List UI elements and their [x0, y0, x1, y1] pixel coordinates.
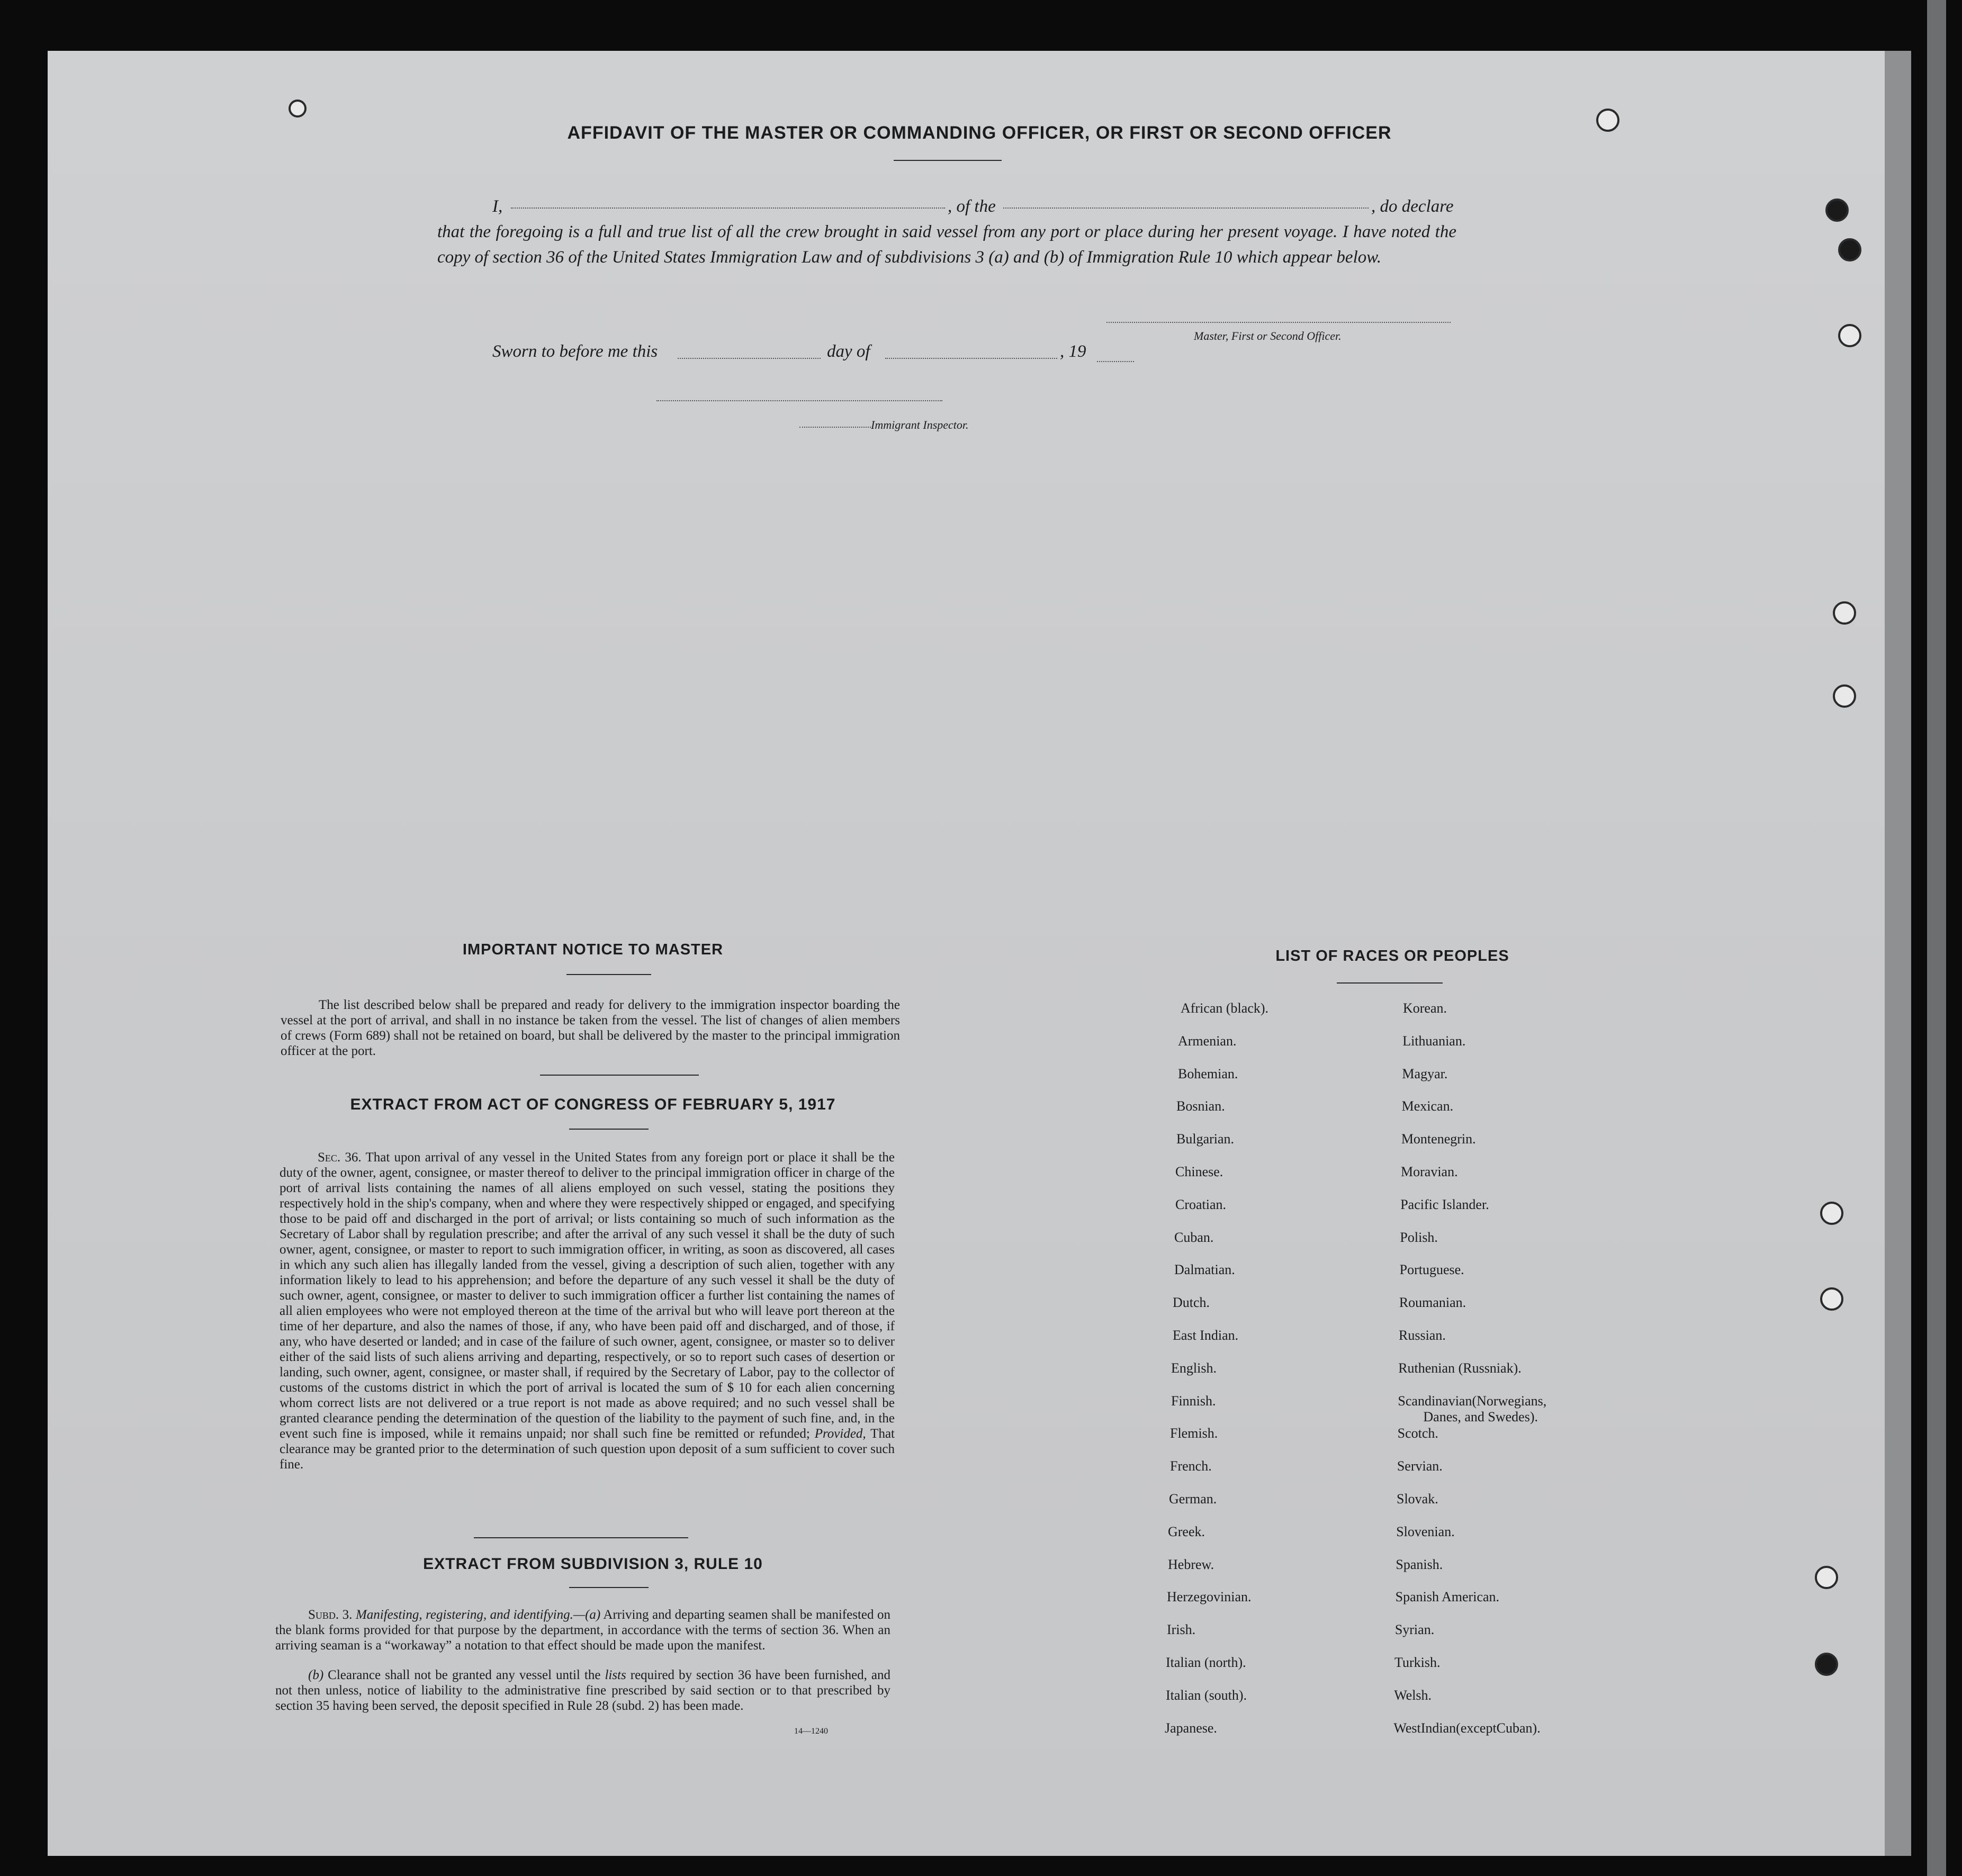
notice-text: The list described below shall be prepared and ready for delivery to the immigration inspector boarding the vessel at the port of arrival, and shall in no instance be taken from the vessel. The list of changes of alien members of crews (Form 689) shall not be retained on board, but shall be delivered by the master to the principal immigration officer at the port. — [281, 998, 900, 1058]
race-item: Ruthenian (Russniak). — [1398, 1360, 1522, 1376]
inspector-lead — [799, 427, 871, 428]
race-item: Mexican. — [1401, 1098, 1454, 1114]
race-item: Japanese. — [1165, 1720, 1217, 1736]
race-item: Roumanian. — [1399, 1295, 1466, 1311]
races-rule — [1337, 982, 1443, 984]
race-item: Scandinavian(Norwegians, — [1398, 1393, 1547, 1409]
race-item: Greek. — [1168, 1523, 1205, 1539]
affidavit-declare: , do declare — [1371, 197, 1454, 216]
race-item: Bohemian. — [1178, 1066, 1238, 1081]
punch-hole-icon — [1596, 109, 1619, 132]
sworn-day-blank — [678, 358, 821, 359]
race-item: French. — [1170, 1458, 1212, 1474]
inspector-label: Immigrant Inspector. — [871, 418, 969, 431]
punch-hole-icon — [1838, 324, 1861, 347]
races-title: LIST OF RACES OR PEOPLES — [1275, 948, 1509, 964]
rule-rule — [569, 1587, 649, 1588]
act-sec-label: Sec. 36. — [318, 1150, 362, 1165]
race-item: Croatian. — [1175, 1196, 1227, 1212]
rule-title: EXTRACT FROM SUBDIVISION 3, RULE 10 — [423, 1555, 763, 1573]
race-item: Italian (south). — [1166, 1687, 1247, 1703]
notice-rule — [566, 974, 651, 975]
punch-hole-icon — [1838, 238, 1861, 261]
race-item: Dalmatian. — [1174, 1262, 1235, 1278]
vessel-blank — [1003, 208, 1369, 209]
punch-hole-icon — [1825, 199, 1849, 222]
rule-body-a: Arriving and departing seamen shall be manifested on the blank forms provided for that purpose by the department, in accordance with the terms of section 36. When an arriving seaman is a “workaway” a notation to that effect should be made upon the manifest. — [275, 1608, 891, 1653]
signature-blank — [1106, 322, 1451, 323]
punch-hole-icon — [1820, 1202, 1843, 1225]
notice-title: IMPORTANT NOTICE TO MASTER — [462, 941, 724, 958]
name-blank — [511, 208, 945, 209]
rule-b-label: (b) — [308, 1668, 324, 1682]
race-item: Hebrew. — [1168, 1556, 1214, 1572]
punch-hole-icon — [289, 100, 307, 118]
punch-hole-icon — [1833, 684, 1856, 708]
race-item: Polish. — [1400, 1229, 1438, 1245]
race-item: Slovak. — [1397, 1491, 1438, 1507]
sworn-month-blank — [885, 358, 1057, 359]
sworn-prefix: Sworn to before me this — [492, 342, 658, 361]
race-item: Moravian. — [1401, 1164, 1458, 1179]
punch-hole-icon — [1833, 601, 1856, 625]
race-item: Italian (north). — [1166, 1655, 1246, 1670]
race-item: Spanish. — [1396, 1556, 1443, 1572]
act-divider — [474, 1537, 688, 1538]
page-edge — [1885, 51, 1911, 1856]
affidavit-title: AFFIDAVIT OF THE MASTER OR COMMANDING OFFICER, OR FIRST OR SECOND OFFICER — [567, 123, 1392, 143]
race-item: East Indian. — [1173, 1328, 1239, 1343]
race-item: Chinese. — [1175, 1164, 1223, 1179]
race-item: Bulgarian. — [1176, 1131, 1235, 1147]
race-item-continued: Danes, and Swedes). — [1423, 1409, 1538, 1424]
race-item: African (black). — [1181, 1000, 1269, 1016]
rule-lists-word: lists — [605, 1668, 626, 1682]
act-text — [280, 1150, 895, 1472]
sworn-year: , 19 — [1060, 342, 1086, 361]
race-item: Dutch. — [1173, 1295, 1210, 1311]
act-title: EXTRACT FROM ACT OF CONGRESS OF FEBRUARY 5, 1917 — [350, 1096, 836, 1113]
race-item: Bosnian. — [1176, 1098, 1225, 1114]
race-item: Flemish. — [1170, 1426, 1218, 1441]
document-sheet — [48, 51, 1885, 1856]
affidavit-of-the: , of the — [948, 197, 996, 216]
form-number: 14—1240 — [794, 1727, 828, 1736]
race-item: Welsh. — [1394, 1687, 1432, 1703]
rule-subd-label: Subd. 3. — [308, 1608, 353, 1622]
race-item: Turkish. — [1394, 1655, 1441, 1670]
race-item: Irish. — [1167, 1622, 1196, 1638]
race-item: Montenegrin. — [1401, 1131, 1476, 1147]
race-item: Magyar. — [1402, 1066, 1448, 1081]
rule-text-a — [275, 1607, 890, 1653]
title-rule — [894, 160, 1002, 161]
punch-hole-icon — [1815, 1653, 1838, 1676]
race-item: German. — [1169, 1491, 1217, 1507]
race-item: Syrian. — [1394, 1622, 1435, 1638]
rule-body-b1: Clearance shall not be granted any vessel until the — [328, 1668, 601, 1682]
race-item: Slovenian. — [1396, 1523, 1455, 1539]
act-body-end: That clearance may be granted prior to the determination of such question upon deposit of a sum sufficient to cover such fine. — [280, 1427, 895, 1472]
inspector-blank — [656, 400, 942, 401]
act-provided: Provided, — [814, 1427, 866, 1441]
page-edge-outer — [1927, 0, 1946, 1876]
rule-text-b — [275, 1667, 890, 1713]
affidavit-body: that the foregoing is a full and true list of all the crew brought in said vessel from any port or place during her present voyage. I have noted the copy of section 36 of the United States Immigration Law and of subdivisions 3 (a) and (b) of Immigration Rule 10 which appear below. — [437, 222, 1456, 267]
race-item: Finnish. — [1171, 1393, 1216, 1409]
punch-hole-icon — [1820, 1287, 1843, 1311]
race-item: Korean. — [1403, 1000, 1447, 1016]
race-item: Spanish American. — [1395, 1589, 1500, 1605]
punch-hole-icon — [1815, 1566, 1838, 1589]
race-item: Lithuanian. — [1402, 1033, 1466, 1049]
sworn-year-blank — [1097, 361, 1134, 362]
race-item: Russian. — [1399, 1328, 1446, 1343]
notice-divider — [540, 1075, 699, 1076]
race-item: Herzegovinian. — [1167, 1589, 1252, 1605]
affidavit-i: I, — [492, 197, 503, 216]
rule-subd-heading: Manifesting, registering, and identifying.—(a) — [355, 1608, 601, 1622]
signature-label: Master, First or Second Officer. — [1194, 329, 1342, 342]
race-item: Scotch. — [1397, 1426, 1438, 1441]
race-item: Portuguese. — [1399, 1262, 1464, 1278]
race-item: Servian. — [1397, 1458, 1443, 1474]
race-item: Cuban. — [1174, 1229, 1214, 1245]
race-item: English. — [1171, 1360, 1217, 1376]
race-item: Pacific Islander. — [1400, 1196, 1489, 1212]
act-body: That upon arrival of any vessel in the United States from any foreign port or place it shall be the duty of the owner, agent, consignee, or master thereof to deliver to the principal immigration officer in charge of the port of arrival lists containing the names of all aliens employed on such vessel, stating the positions they respectively hold in the ship's company, when and where they were respectively shipped or engaged, and specifying those to be paid off and discharged in the port of arrival; or lists containing so much of such information as the Secretary of Labor shall by regulation prescribe; and after the arrival of any such vessel it shall be the duty of such owner, agent, consignee, or master to report to such immigration officer, in writing, as soon as discovered, all cases in which any such alien has illegally landed from the vessel, giving a description of such alien, together with any information likely to lead to his apprehension; and before the departure of any such vessel it shall be the duty of such owner, agent, consignee, or master to deliver to such immigration officer a further list containing the names of all alien employees who were not employed thereon at the time of the arrival but who will leave port thereon at the time of her departure, and also the names of those, if any, who have been paid off and discharged, and of those, if any, who have deserted or landed; and in case of the failure of such owner, agent, consignee, or master so to deliver either of the said lists of such aliens arriving and departing, respectively, or so to report such cases of desertion or landing, such owner, agent, consignee, or master shall, if required by the Secretary of Labor, pay to the collector of customs of the customs district in which the port of arrival is located the sum of $ 10 for each alien concerning whom correct lists are not delivered or a true report is not made as above required; and no such vessel shall be granted clearance pending the determination of the question of the liability to the payment of such fine, and, in the event such fine is imposed, while it remains unpaid; nor shall such fine be remitted or refunded; — [280, 1150, 895, 1441]
rule-body-b2: required by section 36 have been furnished, and not then unless, notice of liability to the administrative fine prescribed by said section or to that prescribed by section 35 having been served, the deposit specified in Rule 28 (subd. 2) has been made. — [275, 1668, 891, 1713]
act-rule — [569, 1129, 649, 1130]
sworn-day-of: day of — [827, 342, 870, 361]
race-item: Armenian. — [1178, 1033, 1237, 1049]
race-item: WestIndian(exceptCuban). — [1393, 1720, 1541, 1736]
